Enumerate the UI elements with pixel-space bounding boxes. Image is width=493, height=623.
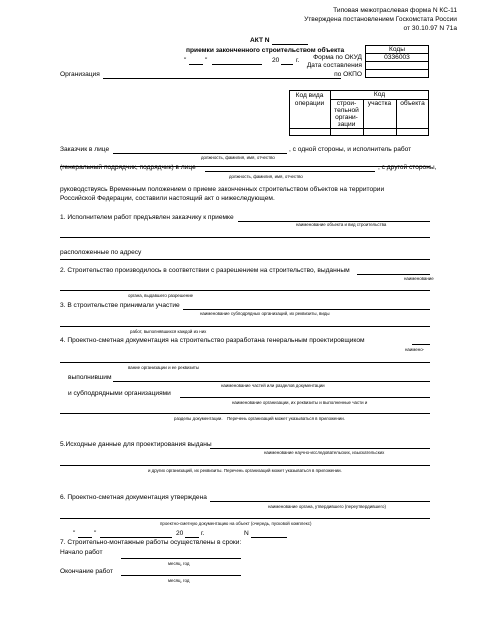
item2-hint1: наименование (404, 276, 434, 281)
item7-label: 7. Строительно-монтажные работы осуществлены в сроки: (60, 539, 242, 546)
item4-done-label: выполнившим (68, 374, 112, 381)
op-sub3: объекта (400, 100, 425, 107)
item1-line-2[interactable] (60, 237, 430, 238)
date-quote-open: " (184, 57, 187, 64)
date-day-field[interactable] (189, 64, 203, 65)
item1-address-field[interactable] (60, 259, 430, 260)
approval-line: Утверждена постановлением Госкомстата России (304, 16, 457, 23)
item4-sub-label: и субподрядными организациями (68, 390, 171, 397)
item6-hint2: проектно-сметную документацию на объект (очередь, пусковой комплекс) (160, 521, 312, 526)
op-kind-label-1: Код вида (295, 92, 324, 99)
customer-tail: , с одной стороны, и исполнитель работ (289, 146, 412, 153)
item4-hint6: Перечень организаций может указываться в приложении. (227, 416, 345, 421)
organization-label: Организация (60, 71, 100, 78)
op-kind-label-2: операции (294, 100, 325, 107)
op-sub2: участка (367, 100, 392, 107)
act-number-field[interactable] (272, 44, 308, 45)
okpo-cell[interactable] (365, 69, 429, 78)
item6-field[interactable] (210, 501, 430, 502)
guided-line-2: Российской Федерации, составили настоящий акт о нижеследующем. (60, 195, 275, 202)
item6-year-prefix: 20 (176, 530, 184, 537)
item6-quote-close: " (94, 530, 97, 537)
okpo-label: по ОКПО (334, 71, 362, 78)
item1-hint: наименование объекта и вид строительства (296, 222, 387, 227)
item3-label: 3. В строительстве принимали участие (60, 302, 180, 309)
item2-label: 2. Строительство производилось в соответствии с разрешением на строительство, выданным (60, 267, 350, 274)
item6-number-label: N (244, 530, 249, 537)
okud-value: 0336003 (384, 54, 410, 61)
item6-year-g: г. (201, 530, 205, 537)
approval-date-line: от 30.10.97 N 71а (403, 25, 457, 32)
item4-field[interactable] (412, 344, 430, 345)
item7-hint2: месяц, год (168, 578, 190, 583)
form-type-line: Типовая межотраслевая форма N КС-11 (333, 7, 457, 14)
act-number-label: АКТ N (250, 37, 270, 44)
item1-address-label: расположенные по адресу (60, 249, 142, 256)
codes-header: Коды (389, 46, 405, 53)
item7-end-label: Окончание работ (60, 568, 113, 575)
item7-end-field[interactable] (121, 575, 241, 576)
item6-number-field[interactable] (251, 537, 287, 538)
customer-field[interactable] (113, 153, 287, 154)
item4-hint3: наименование частей или разделов документации (221, 383, 325, 388)
op-table-value-line (289, 128, 429, 129)
item5-hint2: и других организаций, их реквизиты. Перечень организаций может указываться в приложении. (148, 468, 342, 473)
date-quote-close: " (205, 57, 208, 64)
date-year-field[interactable] (281, 64, 293, 65)
item6-hint1: наименование органа, утвердившего (переутвердившего) (268, 504, 386, 509)
item7-hint1: месяц, год (168, 561, 190, 566)
okud-label: Форма по ОКУД (313, 54, 362, 61)
contractor-hint: должность, фамилия, имя, отчество (229, 174, 303, 179)
item2-field[interactable] (357, 274, 430, 275)
item3-field[interactable] (183, 309, 430, 310)
item5-hint1: наименование научно-исследовательских, изыскательских (264, 450, 385, 455)
item3-hint2: работ, выполнявшихся каждой из них (130, 329, 207, 334)
item7-start-label: Начало работ (60, 549, 103, 556)
contractor-tail: , с другой стороны, (378, 164, 437, 171)
item4-line-3[interactable] (60, 413, 430, 414)
contractor-field[interactable] (205, 171, 375, 172)
item6-label: 6. Проектно-сметная документация утверждена (60, 494, 207, 501)
item4-line-2[interactable] (60, 362, 430, 363)
item4-hint2: вание организации и ее реквизиты (128, 365, 200, 370)
date-code-label: Дата составления (306, 62, 362, 69)
item5-line-2[interactable] (60, 465, 430, 466)
item4-hint4: наименование организации, их реквизиты и выполненные части и (232, 400, 368, 405)
item6-line-2[interactable] (60, 518, 430, 519)
op-sub1-line3: органи- (335, 114, 358, 121)
act-subtitle: приемки законченного строительством объекта (186, 47, 345, 54)
op-code-header: Код (373, 91, 386, 98)
item4-done-field[interactable] (113, 381, 430, 382)
item3-line-2[interactable] (60, 326, 430, 327)
op-sub1-line1: строи- (336, 100, 357, 107)
item4-sub-field[interactable] (180, 397, 430, 398)
item4-hint5: разделы документации. (174, 416, 223, 421)
organization-field[interactable] (103, 78, 341, 79)
date-month-field[interactable] (212, 64, 262, 65)
item5-field[interactable] (210, 448, 430, 449)
item4-hint1: наимено- (405, 347, 425, 352)
item6-month-field[interactable] (100, 537, 172, 538)
item6-day-field[interactable] (78, 537, 92, 538)
contractor-label: (генеральный подрядчик, подрядчик) в лице (60, 164, 196, 171)
item6-quote-open: " (73, 530, 76, 537)
item3-hint1: наименование субподрядных организаций, их реквизиты, виды (200, 311, 330, 316)
item5-label: 5.Исходные данные для проектирования выданы (60, 441, 212, 448)
date-year-g: г. (296, 57, 300, 64)
item2-line-2[interactable] (60, 290, 430, 291)
item6-year-field[interactable] (185, 537, 199, 538)
op-sub1-line2: тельной (334, 107, 359, 114)
op-sub1-line4: зации (337, 121, 356, 128)
item4-label: 4. Проектно-сметная документация на строительство разработана генеральным проектировщиком (60, 337, 365, 344)
item2-hint2: органа, выдавшего разрешение (128, 293, 194, 298)
item1-label: 1. Исполнителем работ предъявлен заказчику к приемке (60, 214, 234, 221)
item7-start-field[interactable] (121, 558, 241, 559)
date-year-prefix: 20 (272, 57, 280, 64)
customer-label: Заказчик в лице (60, 146, 110, 153)
customer-hint: должность, фамилия, имя, отчество (201, 155, 275, 160)
guided-line-1: руководствуясь Временным положением о приеме законченных строительством объектов на территории (60, 186, 385, 193)
